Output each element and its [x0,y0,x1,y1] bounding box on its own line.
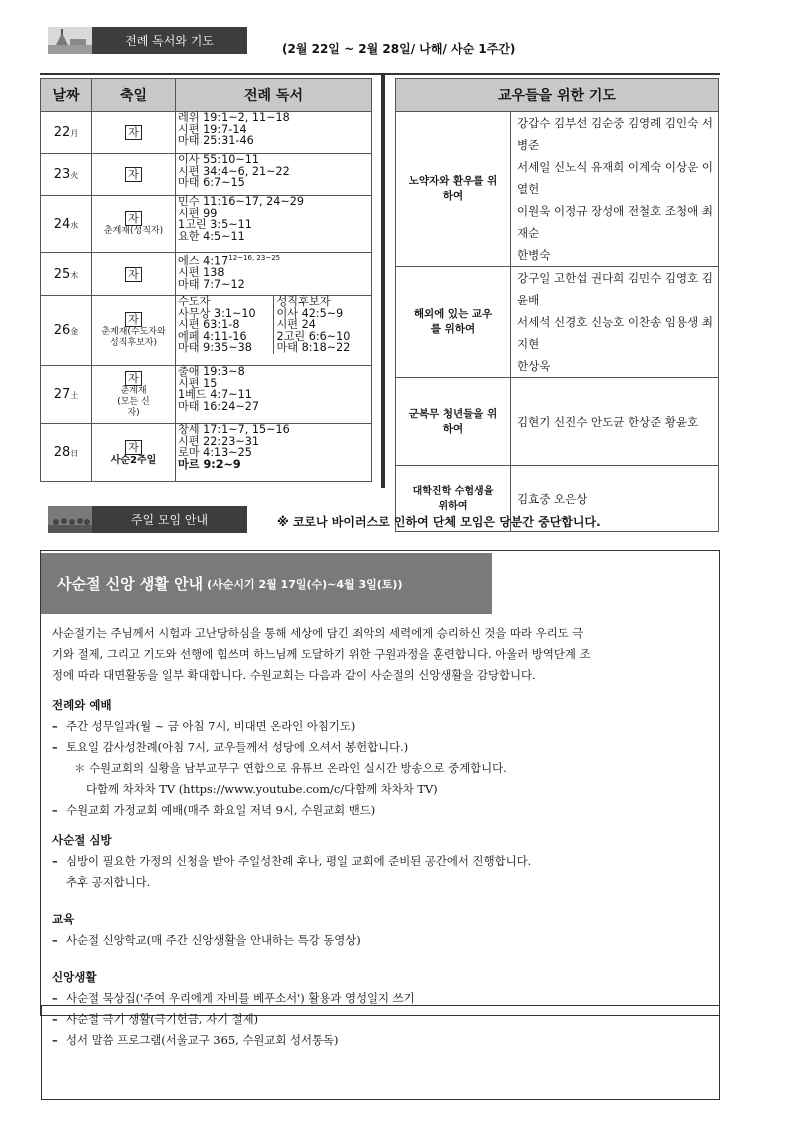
readings-cell: 출애 19:3~8 시편 15 1베드 4:7~11 마태 16:24~27 [176,366,372,424]
table-row [41,253,372,296]
table-row [396,378,719,466]
readings-cell: 민수 11:16~17, 24~29 시편 99 1고린 3:5~11 요한 4:5~11 [176,196,372,253]
section-title: 교육 [52,912,75,926]
prayer-group-label: 대학진학 수험생을 위하여 [396,466,511,532]
list-item: – 주간 성무일과(월 ~ 금 아침 7시, 비대면 온라인 아침기도) [52,716,712,737]
prayer-group-label: 해외에 있는 교우를 위하여 [396,267,511,378]
table-row [41,424,372,482]
table-row [396,267,719,378]
date-cell: 24水 [41,196,92,253]
col-feast: 축일 [92,79,176,112]
readings-cell: 레위 19:1~2, 11~18 시편 19:7-14 마태 25:31-46 [176,112,372,154]
date-cell: 28日 [41,424,92,482]
feast-cell [92,253,176,296]
list-item: – 사순절 신앙학교(매 주간 신앙생활을 안내하는 특강 동영상) [52,930,712,951]
feast-cell: 자 춘계재(수도자와 성직후보자) [92,296,176,366]
prayer-names: 강갑수 김부선 김순중 김영례 김인숙 서병준 서세일 신노식 유재희 이계숙 이상운 이열헌 이원욱 이정규 장성애 전철호 조청애 최재순 한병숙 [511,112,719,267]
date-cell: 23火 [41,154,92,196]
col-date: 날짜 [41,79,92,112]
readings-cell: 수도자 사무상 3:1~10 시편 63:1-8 에페 4:11-16 마태 9:35~38 성직후보자 이사 42:5~9 시편 24 2고린 6:6~10 마태 8:18~22 [176,296,372,366]
column-divider [381,73,385,488]
gathering-section-label: 주일 모임 안내 [92,506,247,533]
section-title: 사순절 심방 [52,833,112,847]
table-row [41,154,372,196]
liturgy-section-label: 전례 독서와 기도 [92,27,247,54]
prayer-group-label: 군복무 청년들을 위하여 [396,378,511,466]
note-line: ＊ 수원교회의 실황을 남부교무구 연합으로 유튜브 온라인 실시간 방송으로 중계합니다. [74,761,507,775]
table-row [41,296,372,366]
feast-mark: 자 [125,267,142,282]
col-readings: 전례 독서 [176,79,372,112]
readings-cell: 이사 55:10~11 시편 34:4~6, 21~22 마태 6:7~15 [176,154,372,196]
section-title: 신앙생활 [52,970,97,984]
date-cell: 22月 [41,112,92,154]
feast-mark: 자 [125,211,142,226]
lent-title: 사순절 신앙 생활 안내 (사순시기 2월 17일(수)~4월 3일(토)) [41,553,492,614]
table-row [41,366,372,424]
table-row [41,112,372,154]
list-item-cont: 추후 공지합니다. [66,875,151,889]
section-title: 전례와 예배 [52,698,112,712]
covid-notice: ※ 코로나 바이러스로 인하여 단체 모임은 당분간 중단합니다. [277,515,601,529]
feast-mark: 자 [125,125,142,140]
feast-cell: 자 춘계재(성직자) [92,196,176,253]
feast-mark: 자 [125,312,142,327]
feast-cell [92,154,176,196]
list-item: – 사순절 극기 생활(극기헌금, 자기 절제) [52,1009,712,1030]
lent-body [52,623,712,1051]
feast-cell [92,112,176,154]
list-item: – 토요일 감사성찬례(아침 7시, 교우들께서 성당에 오셔서 봉헌합니다.) [52,737,712,758]
prayer-group-label: 노약자와 환우를 위하여 [396,112,511,267]
readings-cell: 에스 $4:17^{12\sim 16, 23\sim 25}$ 시편 138 마태 7:7~12 [176,253,372,296]
prayer-names: 강구일 고한섭 권다희 김민수 김영호 김윤배 서세석 신경호 신능호 이찬송 임용생 최지현 한상욱 [511,267,719,378]
gathering-thumbnail [48,506,92,533]
table-row [396,112,719,267]
list-item: – 심방이 필요한 가정의 신청을 받아 주일성찬례 후나, 평일 교회에 준비된 공간에서 진행합니다. [52,851,712,872]
prayer-names: 김현기 신진수 안도균 한상준 황윤호 [511,378,719,466]
prayer-table [395,78,719,532]
liturgy-table [40,78,372,482]
week-subtitle: (2월 22일 ~ 2월 28일/ 나해/ 사순 1주간) [282,42,516,56]
intro-line: 기와 절제, 그리고 기도와 선행에 힘쓰며 하느님께 도달하기 위한 구원과정을 훈련합니다. 아울러 방역단계 조 [52,647,591,661]
church-thumbnail [48,27,92,54]
feast-mark: 자 [125,167,142,182]
feast-mark: 자 [125,371,142,386]
list-item: – 성서 말씀 프로그램(서울교구 365, 수원교회 성서통독) [52,1030,712,1051]
intro-line: 사순절기는 주님께서 시험과 고난당하심을 통해 세상에 담긴 죄악의 세력에게 승리하신 것을 따라 우리도 극 [52,626,584,640]
top-rule [40,73,720,75]
date-cell: 26金 [41,296,92,366]
blank-box [41,1005,720,1100]
date-cell: 27土 [41,366,92,424]
feast-cell: 자 사순2주일 [92,424,176,482]
youtube-link[interactable]: 다함께 차차차 TV (https://www.youtube.com/c/다함께 차차차 TV) [86,782,438,796]
list-item: – 사순절 묵상집('주여 우리에게 자비를 베푸소서') 활용과 영성일지 쓰기 [52,988,712,1009]
prayer-header: 교우들을 위한 기도 [396,79,719,112]
date-cell: 25木 [41,253,92,296]
feast-mark: 자 [125,440,142,455]
prayer-names: 김효중 오은상 [511,466,719,532]
intro-line: 정에 따라 대면활동을 일부 확대합니다. 수원교회는 다음과 같이 사순절의 신앙생활을 감당합니다. [52,668,536,682]
list-item: – 수원교회 가정교회 예배(매주 화요일 저녁 9시, 수원교회 밴드) [52,800,712,821]
feast-cell: 자 춘계재 (모든 신자) [92,366,176,424]
table-row [41,196,372,253]
readings-cell: 창세 17:1~7, 15~16 시편 22:23~31 로마 4:13~25 마르 9:2~9 [176,424,372,482]
